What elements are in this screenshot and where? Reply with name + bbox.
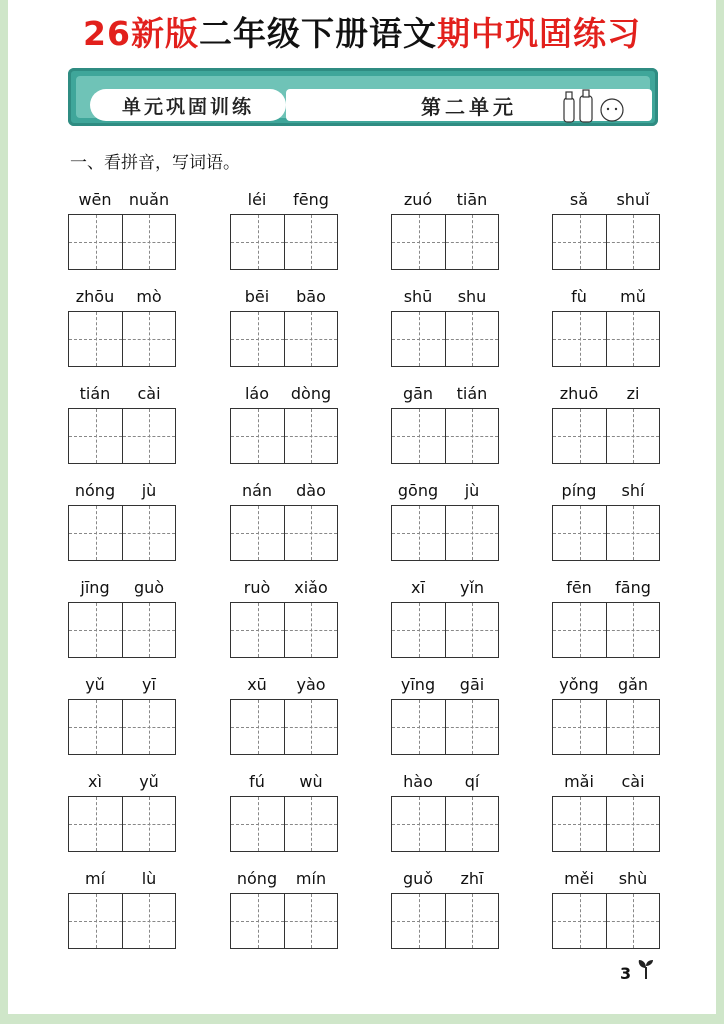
word-item <box>230 578 338 666</box>
pinyin-syllable-2: cài <box>137 384 161 403</box>
word-item <box>230 384 338 472</box>
pinyin-syllable-1: fēn <box>566 578 592 597</box>
writing-cell[interactable] <box>69 700 122 754</box>
writing-cell[interactable] <box>606 894 659 948</box>
page-title <box>0 8 724 55</box>
word-item <box>391 384 499 472</box>
word-item <box>552 772 660 860</box>
pinyin-syllable-1: fú <box>249 772 265 791</box>
word-item <box>230 287 338 375</box>
writing-cell[interactable] <box>284 409 337 463</box>
writing-cell[interactable] <box>122 215 175 269</box>
title-part-3: 期中巩固练习 <box>436 14 641 53</box>
pinyin-syllable-2: shu <box>457 287 487 306</box>
tianzige-boxes <box>552 893 660 949</box>
tianzige-boxes <box>552 796 660 852</box>
writing-cell[interactable] <box>284 603 337 657</box>
writing-cell[interactable] <box>606 409 659 463</box>
pinyin-syllable-1: gōng <box>397 481 439 500</box>
pinyin-syllable-2: tiān <box>456 190 488 209</box>
writing-cell[interactable] <box>392 506 445 560</box>
pinyin-syllable-2: jù <box>464 481 480 500</box>
pinyin-syllable-2: yào <box>296 675 326 694</box>
writing-cell[interactable] <box>122 312 175 366</box>
tianzige-boxes <box>552 311 660 367</box>
writing-cell[interactable] <box>553 700 606 754</box>
pinyin-syllable-1: yǔ <box>85 675 105 694</box>
pinyin-syllable-1: shū <box>403 287 433 306</box>
writing-cell[interactable] <box>553 215 606 269</box>
writing-cell[interactable] <box>553 312 606 366</box>
sprout-icon <box>636 958 656 980</box>
pinyin-syllable-1: hào <box>403 772 433 791</box>
pinyin-syllable-1: sǎ <box>569 190 589 209</box>
word-item <box>230 481 338 569</box>
tianzige-boxes <box>230 699 338 755</box>
pinyin-syllable-2: nuǎn <box>128 190 170 209</box>
writing-cell[interactable] <box>69 797 122 851</box>
tianzige-boxes <box>391 214 499 270</box>
writing-cell[interactable] <box>606 506 659 560</box>
tianzige-boxes <box>68 796 176 852</box>
banner-label: 单元巩固训练 <box>90 89 286 121</box>
word-item <box>230 869 338 957</box>
pinyin-syllable-2: dào <box>296 481 326 500</box>
tianzige-boxes <box>391 602 499 658</box>
writing-cell[interactable] <box>69 603 122 657</box>
pinyin-syllable-2: fēng <box>293 190 329 209</box>
tianzige-boxes <box>552 214 660 270</box>
pinyin-syllable-2: mín <box>295 869 327 888</box>
pinyin-syllable-2: mò <box>136 287 162 306</box>
pinyin-syllable-1: láo <box>244 384 270 403</box>
writing-cell[interactable] <box>122 603 175 657</box>
writing-cell[interactable] <box>122 797 175 851</box>
title-part-2: 二年级下册语文 <box>198 14 437 53</box>
pinyin-syllable-1: ruò <box>243 578 271 597</box>
word-item <box>230 190 338 278</box>
writing-cell[interactable] <box>284 797 337 851</box>
pinyin-syllable-1: fù <box>571 287 587 306</box>
pinyin-syllable-2: guò <box>133 578 165 597</box>
word-item <box>391 578 499 666</box>
word-item <box>552 578 660 666</box>
tianzige-boxes <box>68 699 176 755</box>
pinyin-syllable-1: wēn <box>78 190 112 209</box>
pinyin-syllable-2: dòng <box>290 384 332 403</box>
word-item <box>230 772 338 860</box>
title-part-1: 26新版 <box>83 14 199 53</box>
writing-cell[interactable] <box>553 409 606 463</box>
writing-cell[interactable] <box>231 894 284 948</box>
writing-cell[interactable] <box>69 409 122 463</box>
tianzige-boxes <box>391 505 499 561</box>
writing-cell[interactable] <box>392 215 445 269</box>
writing-cell[interactable] <box>69 312 122 366</box>
pinyin-syllable-2: shù <box>618 869 648 888</box>
pinyin-syllable-2: yǐn <box>459 578 485 597</box>
tianzige-boxes <box>230 796 338 852</box>
pinyin-syllable-1: nóng <box>74 481 116 500</box>
writing-cell[interactable] <box>445 603 498 657</box>
writing-cell[interactable] <box>392 312 445 366</box>
word-item <box>68 675 176 763</box>
writing-cell[interactable] <box>69 894 122 948</box>
writing-cell[interactable] <box>445 409 498 463</box>
writing-cell[interactable] <box>231 506 284 560</box>
writing-cell[interactable] <box>392 700 445 754</box>
page-number: 3 <box>620 964 632 983</box>
writing-cell[interactable] <box>445 312 498 366</box>
pinyin-syllable-2: gāi <box>459 675 485 694</box>
word-item <box>68 384 176 472</box>
tianzige-boxes <box>391 796 499 852</box>
tianzige-boxes <box>230 505 338 561</box>
pinyin-syllable-2: wù <box>299 772 323 791</box>
pinyin-syllable-1: gān <box>402 384 434 403</box>
pinyin-syllable-2: lù <box>141 869 157 888</box>
word-item <box>230 675 338 763</box>
writing-cell[interactable] <box>122 409 175 463</box>
tianzige-boxes <box>391 311 499 367</box>
writing-cell[interactable] <box>445 797 498 851</box>
word-item <box>552 481 660 569</box>
pinyin-syllable-2: jù <box>141 481 157 500</box>
pinyin-syllable-2: mǔ <box>620 287 646 306</box>
pinyin-syllable-1: jīng <box>80 578 110 597</box>
pinyin-syllable-1: zhuō <box>559 384 599 403</box>
writing-cell[interactable] <box>69 215 122 269</box>
tianzige-boxes <box>391 893 499 949</box>
pinyin-syllable-2: tián <box>456 384 488 403</box>
pinyin-syllable-1: guǒ <box>402 869 434 888</box>
pinyin-syllable-2: yī <box>142 675 156 694</box>
pinyin-syllable-1: yǒng <box>559 675 599 694</box>
tianzige-boxes <box>230 214 338 270</box>
writing-cell[interactable] <box>606 797 659 851</box>
writing-cell[interactable] <box>231 215 284 269</box>
writing-cell[interactable] <box>553 603 606 657</box>
pinyin-syllable-2: shí <box>621 481 645 500</box>
pinyin-syllable-2: shuǐ <box>616 190 650 209</box>
pinyin-syllable-1: mí <box>84 869 106 888</box>
pinyin-syllable-2: zhī <box>460 869 484 888</box>
writing-cell[interactable] <box>553 506 606 560</box>
pinyin-syllable-2: yǔ <box>139 772 159 791</box>
word-item <box>552 287 660 375</box>
tianzige-boxes <box>68 311 176 367</box>
pinyin-syllable-1: léi <box>247 190 267 209</box>
tianzige-boxes <box>230 602 338 658</box>
tianzige-boxes <box>68 505 176 561</box>
unit-banner <box>68 68 658 126</box>
pinyin-syllable-2: bāo <box>296 287 326 306</box>
pinyin-syllable-2: xiǎo <box>294 578 328 597</box>
writing-cell[interactable] <box>284 894 337 948</box>
tianzige-boxes <box>230 893 338 949</box>
word-item <box>552 190 660 278</box>
word-item <box>391 190 499 278</box>
word-item <box>552 869 660 957</box>
pinyin-syllable-1: měi <box>564 869 594 888</box>
writing-cell[interactable] <box>122 700 175 754</box>
writing-cell[interactable] <box>445 700 498 754</box>
writing-cell[interactable] <box>122 894 175 948</box>
writing-cell[interactable] <box>445 894 498 948</box>
word-item <box>68 869 176 957</box>
writing-cell[interactable] <box>553 894 606 948</box>
pinyin-syllable-1: nán <box>241 481 273 500</box>
exercise-instruction: 一、看拼音，写词语。 <box>70 153 240 173</box>
tianzige-boxes <box>552 505 660 561</box>
bottles-and-sheep-icon <box>556 86 636 126</box>
writing-cell[interactable] <box>392 409 445 463</box>
word-item <box>391 772 499 860</box>
writing-cell[interactable] <box>231 312 284 366</box>
pinyin-syllable-1: xū <box>247 675 267 694</box>
tianzige-boxes <box>552 408 660 464</box>
word-item <box>391 869 499 957</box>
word-item <box>391 287 499 375</box>
writing-cell[interactable] <box>284 506 337 560</box>
writing-cell[interactable] <box>392 797 445 851</box>
writing-cell[interactable] <box>392 603 445 657</box>
banner-inner <box>76 76 650 118</box>
writing-cell[interactable] <box>284 700 337 754</box>
tianzige-boxes <box>230 408 338 464</box>
word-item <box>68 772 176 860</box>
word-item <box>391 481 499 569</box>
writing-cell[interactable] <box>606 603 659 657</box>
writing-cell[interactable] <box>231 700 284 754</box>
tianzige-boxes <box>230 311 338 367</box>
writing-cell[interactable] <box>392 894 445 948</box>
pinyin-syllable-1: mǎi <box>564 772 594 791</box>
tianzige-boxes <box>68 893 176 949</box>
writing-cell[interactable] <box>606 215 659 269</box>
pinyin-syllable-1: nóng <box>236 869 278 888</box>
pinyin-syllable-1: bēi <box>244 287 270 306</box>
pinyin-syllable-1: zuó <box>403 190 433 209</box>
pinyin-syllable-2: cài <box>621 772 645 791</box>
writing-cell[interactable] <box>553 797 606 851</box>
pinyin-syllable-2: gǎn <box>617 675 649 694</box>
pinyin-syllable-2: zi <box>626 384 640 403</box>
word-item <box>68 190 176 278</box>
tianzige-boxes <box>552 602 660 658</box>
pinyin-syllable-1: tián <box>79 384 111 403</box>
pinyin-syllable-1: xī <box>411 578 425 597</box>
word-item <box>552 384 660 472</box>
tianzige-boxes <box>391 408 499 464</box>
pinyin-syllable-1: zhōu <box>75 287 115 306</box>
writing-cell[interactable] <box>445 215 498 269</box>
writing-cell[interactable] <box>231 409 284 463</box>
writing-cell[interactable] <box>445 506 498 560</box>
writing-cell[interactable] <box>231 797 284 851</box>
tianzige-boxes <box>68 214 176 270</box>
writing-cell[interactable] <box>69 506 122 560</box>
pinyin-syllable-2: fāng <box>615 578 651 597</box>
writing-cell[interactable] <box>122 506 175 560</box>
tianzige-boxes <box>552 699 660 755</box>
writing-cell[interactable] <box>606 700 659 754</box>
tianzige-boxes <box>391 699 499 755</box>
writing-cell[interactable] <box>606 312 659 366</box>
pinyin-syllable-1: xì <box>88 772 102 791</box>
writing-cell[interactable] <box>231 603 284 657</box>
word-item <box>68 481 176 569</box>
tianzige-boxes <box>68 602 176 658</box>
tianzige-boxes <box>68 408 176 464</box>
word-item <box>552 675 660 763</box>
word-item <box>68 287 176 375</box>
pinyin-syllable-2: qí <box>464 772 480 791</box>
word-item <box>391 675 499 763</box>
writing-cell[interactable] <box>284 215 337 269</box>
pinyin-syllable-1: yīng <box>400 675 436 694</box>
word-item <box>68 578 176 666</box>
writing-cell[interactable] <box>284 312 337 366</box>
pinyin-syllable-1: píng <box>561 481 597 500</box>
banner-unit-title: 第二单元 <box>286 89 652 121</box>
